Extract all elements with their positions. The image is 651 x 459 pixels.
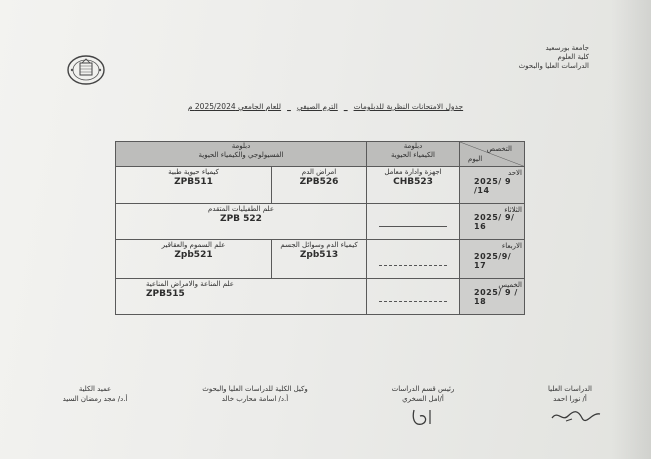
empty-cell bbox=[367, 240, 460, 278]
title-part-2: الترم الصيفي bbox=[296, 102, 338, 111]
empty-line bbox=[379, 226, 447, 227]
day-cell bbox=[460, 167, 525, 203]
subject-name: علم الطفيليات المتقدم bbox=[207, 204, 274, 213]
day-name: الخميس bbox=[498, 280, 522, 289]
day-cell bbox=[460, 203, 525, 239]
day-date: 2025/ 9 / 18 bbox=[474, 288, 518, 306]
corner-label-specialty: التخصص bbox=[486, 145, 512, 153]
page-shadow bbox=[611, 0, 651, 459]
diploma2-line2: الفسيولوجي والكيمياء الحيوية bbox=[198, 151, 284, 159]
header-university: جامعة بورسعيد bbox=[545, 44, 589, 52]
signature-title: وكيل الكلية للدراسات العليا والبحوث bbox=[202, 385, 308, 393]
signature-name: أ.د/ اسامة محارب خالد bbox=[221, 395, 289, 403]
signature-block-department-head bbox=[378, 384, 468, 404]
subject-name: امراض الدم bbox=[301, 168, 337, 177]
subject-name: اجهزة وادارة معامل bbox=[384, 168, 442, 177]
signature-block-dean bbox=[40, 384, 150, 404]
title-part-3: للعام الجامعي 2025/2024 م bbox=[187, 102, 282, 111]
university-logo-icon bbox=[66, 54, 106, 86]
diploma1-line2: الكيمياء الحيوية bbox=[391, 151, 435, 159]
diploma-header-physio-biochem bbox=[116, 142, 367, 167]
signature-title: رئيس قسم الدراسات bbox=[391, 385, 455, 393]
subject-name: علم المناعة والامراض المناعية bbox=[146, 279, 234, 288]
subject-cell bbox=[272, 167, 367, 203]
subject-cell bbox=[367, 167, 460, 203]
signature-block-vice-dean bbox=[180, 384, 330, 404]
table-row bbox=[116, 240, 525, 278]
signature-name: أ/ نورا احمد bbox=[553, 395, 587, 403]
university-header bbox=[519, 44, 589, 71]
diploma-header-biochem bbox=[367, 142, 460, 167]
subject-cell bbox=[272, 240, 367, 278]
diploma2-line1: دبلومة bbox=[231, 142, 251, 150]
subject-code: CHB523 bbox=[393, 177, 433, 188]
handwritten-signature-2 bbox=[408, 406, 438, 430]
subject-cell-wide bbox=[116, 278, 367, 314]
signature-name: أ/امل السخري bbox=[402, 395, 444, 403]
day-name: الثلاثاء bbox=[504, 205, 522, 214]
empty-cell bbox=[367, 203, 460, 239]
title-separator-2: _ bbox=[287, 102, 291, 111]
subject-cell-wide bbox=[116, 203, 367, 239]
day-cell bbox=[460, 278, 525, 314]
diploma1-line1: دبلومة bbox=[403, 142, 423, 150]
table-row bbox=[116, 167, 525, 203]
day-date: 2025/9/ 17 bbox=[474, 251, 512, 270]
empty-line bbox=[379, 301, 447, 302]
day-name: الاحد bbox=[508, 169, 522, 178]
exam-schedule-table bbox=[115, 141, 525, 315]
signature-title: الدراسات العليا bbox=[548, 385, 592, 393]
table-row bbox=[116, 203, 525, 239]
day-date: 2025/ 9/ 16 bbox=[474, 213, 515, 232]
subject-code: ZPB511 bbox=[174, 177, 213, 188]
handwritten-signature-1 bbox=[548, 404, 604, 426]
subject-code: Zpb513 bbox=[299, 250, 339, 261]
subject-name: كيمياء حيوية طبية bbox=[168, 168, 219, 177]
signature-block-graduate-studies bbox=[530, 384, 610, 404]
subject-cell bbox=[116, 240, 272, 278]
empty-cell bbox=[367, 278, 460, 314]
signature-name: أ.د/ مجد رمضان السيد bbox=[62, 395, 128, 403]
header-department: الدراسات العليا والبحوث bbox=[518, 62, 589, 70]
subject-cell bbox=[116, 167, 272, 203]
day-date: 2025/ 9 /14 bbox=[474, 176, 512, 195]
subject-code: ZPB526 bbox=[299, 177, 339, 188]
title-separator-1: _ bbox=[343, 102, 348, 111]
subject-code: ZPB515 bbox=[146, 288, 185, 299]
table-row bbox=[116, 278, 525, 314]
day-cell bbox=[460, 240, 525, 278]
header-faculty: كلية العلوم bbox=[557, 53, 589, 61]
subject-code: Zpb521 bbox=[174, 250, 213, 261]
corner-header-cell bbox=[460, 142, 525, 167]
day-name: الاربعاء bbox=[501, 242, 522, 251]
subject-name: علم السموم والعقاقير bbox=[161, 241, 226, 250]
subject-name: كيمياء الدم وسوائل الجسم bbox=[280, 241, 358, 250]
signature-title: عميد الكلية bbox=[78, 385, 112, 393]
subject-code: ZPB 522 bbox=[220, 213, 262, 224]
title-part-1: جدول الامتحانات النظرية للدبلومات bbox=[353, 102, 464, 111]
corner-label-day: اليوم bbox=[468, 155, 483, 164]
empty-line bbox=[379, 265, 447, 266]
document-title bbox=[0, 102, 651, 111]
